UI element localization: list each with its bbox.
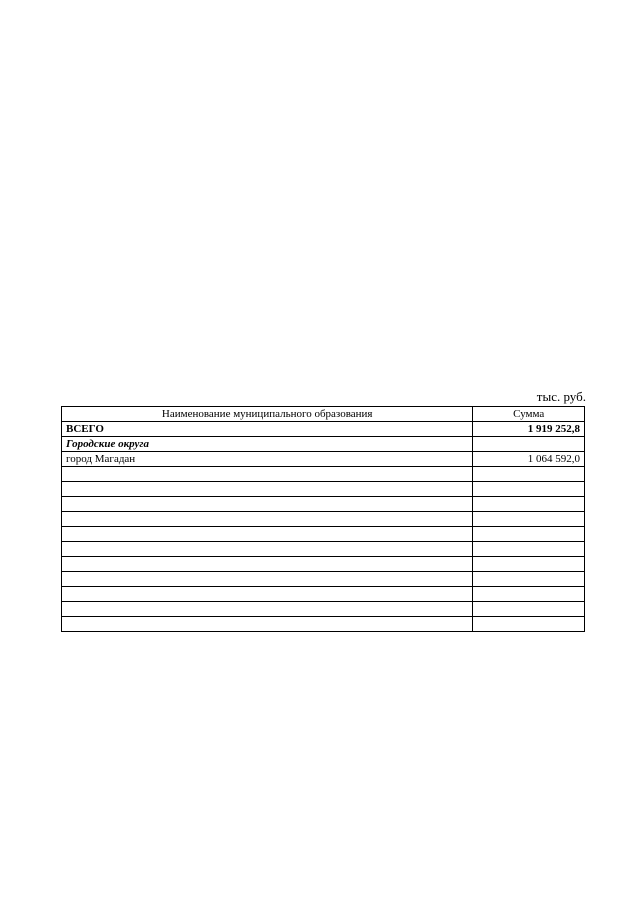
total-value: 1 919 252,8 bbox=[473, 422, 585, 437]
table-row bbox=[62, 617, 585, 632]
row-name bbox=[62, 587, 473, 602]
table-row bbox=[62, 602, 585, 617]
table-row bbox=[62, 557, 585, 572]
table-row bbox=[62, 467, 585, 482]
row-name bbox=[62, 482, 473, 497]
row-name bbox=[62, 557, 473, 572]
table-row bbox=[62, 452, 585, 467]
units-label: тыс. руб. bbox=[536, 389, 586, 404]
group-row bbox=[62, 437, 585, 452]
row-value: 1 064 592,0 bbox=[473, 452, 585, 467]
row-value bbox=[473, 542, 585, 557]
total-label: ВСЕГО bbox=[62, 422, 473, 437]
row-value bbox=[473, 602, 585, 617]
group-label bbox=[62, 497, 473, 512]
table-row bbox=[62, 527, 585, 542]
group-row bbox=[62, 497, 585, 512]
row-name bbox=[62, 527, 473, 542]
table-row bbox=[62, 542, 585, 557]
subsidy-table bbox=[61, 406, 585, 632]
table-row bbox=[62, 572, 585, 587]
row-name bbox=[62, 602, 473, 617]
row-value bbox=[473, 527, 585, 542]
sum-column-header: Сумма bbox=[473, 407, 585, 422]
name-column-header: Наименование муниципального образования bbox=[62, 407, 473, 422]
row-value bbox=[473, 512, 585, 527]
table-row bbox=[62, 587, 585, 602]
table-header-row bbox=[62, 407, 585, 422]
row-name bbox=[62, 467, 473, 482]
row-value bbox=[473, 572, 585, 587]
row-name bbox=[62, 542, 473, 557]
group-label: Городские округа bbox=[62, 437, 473, 452]
row-value bbox=[473, 587, 585, 602]
row-value bbox=[473, 557, 585, 572]
row-name: город Магадан bbox=[62, 452, 473, 467]
row-value bbox=[473, 482, 585, 497]
row-name bbox=[62, 617, 473, 632]
group-sum-cell bbox=[473, 497, 585, 512]
total-row bbox=[62, 422, 585, 437]
row-name bbox=[62, 512, 473, 527]
row-value bbox=[473, 617, 585, 632]
table-row bbox=[62, 482, 585, 497]
row-value bbox=[473, 467, 585, 482]
group-sum-cell bbox=[473, 437, 585, 452]
row-name bbox=[62, 572, 473, 587]
table-row bbox=[62, 512, 585, 527]
